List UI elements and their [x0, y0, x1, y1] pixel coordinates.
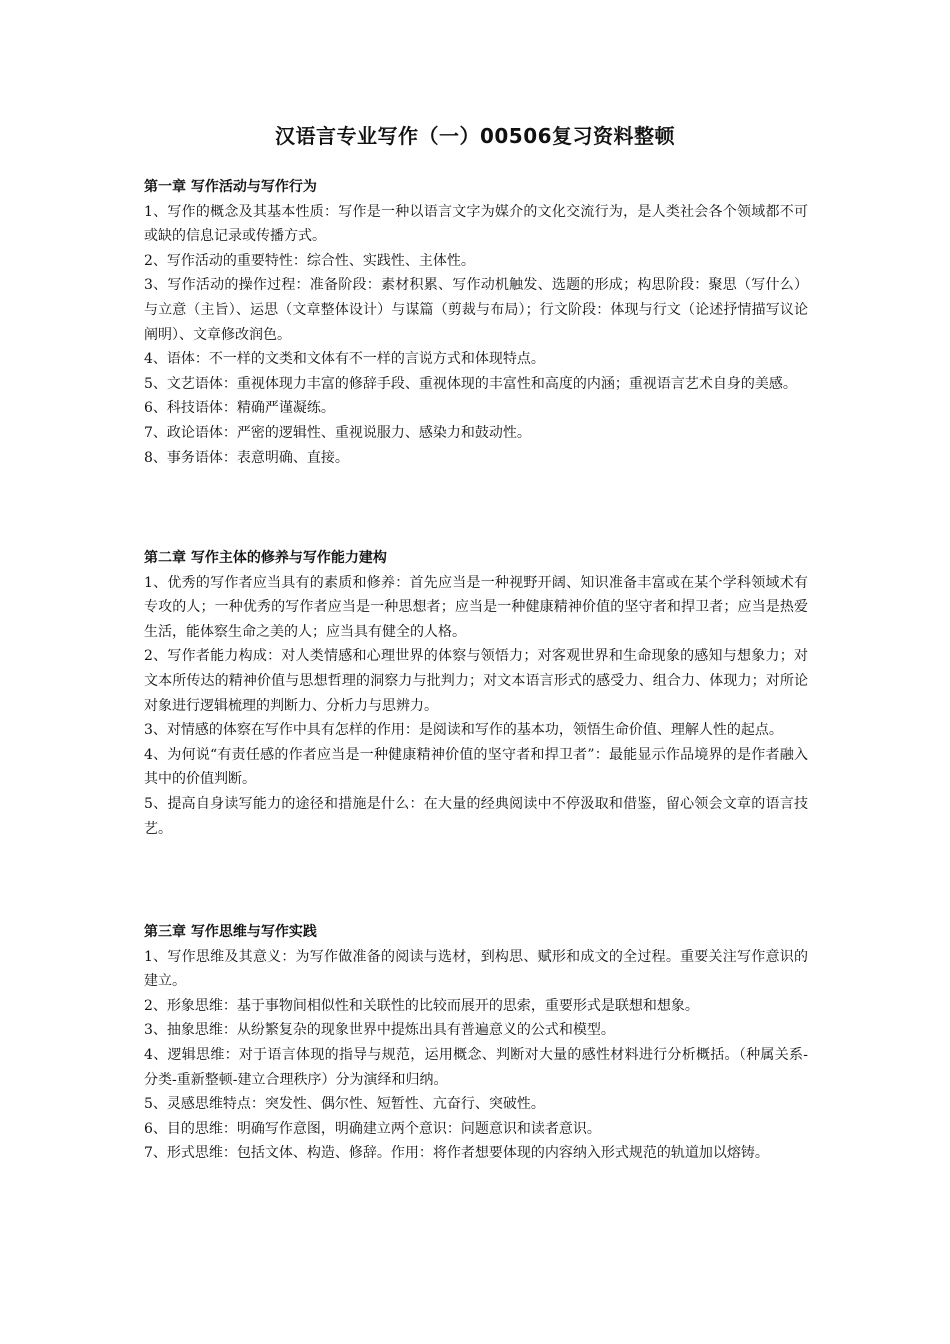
paragraph: 3、写作活动的操作过程：准备阶段：素材积累、写作动机触发、选题的形成；构思阶段：聚思（写什么）与立意（主旨）、运思（文章整体设计）与谋篇（剪裁与布局）；行文阶段：体现与行文（论述抒情描写议论阐明）、文章修改润色。 — [144, 277, 808, 343]
paragraph: 4、为何说“有责任感的作者应当是一种健康精神价值的坚守者和捍卫者”：最能显示作品境界的是作者融入其中的价值判断。 — [144, 746, 808, 788]
paragraph: 3、抽象思维：从纷繁复杂的现象世界中提炼出具有普遍意义的公式和模型。 — [144, 1022, 615, 1039]
paragraph: 8、事务语体：表意明确、直接。 — [144, 449, 349, 466]
chapter-section — [144, 920, 808, 1166]
chapter-heading: 第三章 写作思维与写作实践 — [144, 924, 317, 940]
chapter-section — [144, 175, 808, 470]
paragraph: 2、写作者能力构成：对人类情感和心理世界的体察与领悟力；对客观世界和生命现象的感知与想象力；对文本所传达的精神价值与思想哲理的洞察力与批判力；对文本语言形式的感受力、组合力、体现力；对所论对象进行逻辑梳理的判断力、分析力与思辨力。 — [144, 648, 808, 714]
paragraph: 7、形式思维：包括文体、构造、修辞。作用：将作者想要体现的内容纳入形式规范的轨道加以熔铸。 — [144, 1145, 769, 1162]
paragraph: 6、目的思维：明确写作意图，明确建立两个意识：问题意识和读者意识。 — [144, 1120, 601, 1137]
document-title: 汉语言专业写作（一）00506复习资料整顿 — [274, 124, 676, 148]
paragraph: 2、写作活动的重要特性：综合性、实践性、主体性。 — [144, 252, 475, 269]
paragraph: 1、写作的概念及其基本性质：写作是一种以语言文字为媒介的文化交流行为，是人类社会各个领域都不可或缺的信息记录或传播方式。 — [144, 203, 808, 245]
paragraph: 6、科技语体：精确严谨凝练。 — [144, 400, 335, 417]
paragraph: 5、灵感思维特点：突发性、偶尔性、短暂性、亢奋行、突破性。 — [144, 1096, 545, 1113]
paragraph: 1、写作思维及其意义：为写作做准备的阅读与选材，到构思、赋形和成文的全过程。重要关注写作意识的建立。 — [144, 948, 808, 990]
chapter-section — [144, 546, 808, 841]
paragraph: 1、优秀的写作者应当具有的素质和修养：首先应当是一种视野开阔、知识准备丰富或在某个学科领域术有专攻的人；一种优秀的写作者应当是一种思想者；应当是一种健康精神价值的坚守者和捍卫者；应当是热爱生活，能体察生命之美的人；应当具有健全的人格。 — [144, 574, 808, 640]
chapter-heading: 第二章 写作主体的修养与写作能力建构 — [144, 550, 387, 566]
paragraph: 5、提高自身读写能力的途径和措施是什么：在大量的经典阅读中不停汲取和借鉴，留心领会文章的语言技艺。 — [144, 795, 808, 837]
paragraph: 2、形象思维：基于事物间相似性和关联性的比较而展开的思索，重要形式是联想和想象。 — [144, 997, 699, 1014]
chapter-heading: 第一章 写作活动与写作行为 — [144, 179, 317, 195]
paragraph: 3、对情感的体察在写作中具有怎样的作用：是阅读和写作的基本功，领悟生命价值、理解人性的起点。 — [144, 722, 783, 739]
paragraph: 7、政论语体：严密的逻辑性、重视说服力、感染力和鼓动性。 — [144, 424, 531, 441]
paragraph: 5、文艺语体：重视体现力丰富的修辞手段、重视体现的丰富性和高度的内涵；重视语言艺术自身的美感。 — [144, 375, 797, 392]
paragraph: 4、语体：不一样的文类和文体有不一样的言说方式和体现特点。 — [144, 351, 545, 368]
paragraph: 4、逻辑思维：对于语言体现的指导与规范，运用概念、判断对大量的感性材料进行分析概括。（种属关系-分类-重新整顿-建立合理秩序）分为演绎和归纳。 — [144, 1046, 808, 1088]
